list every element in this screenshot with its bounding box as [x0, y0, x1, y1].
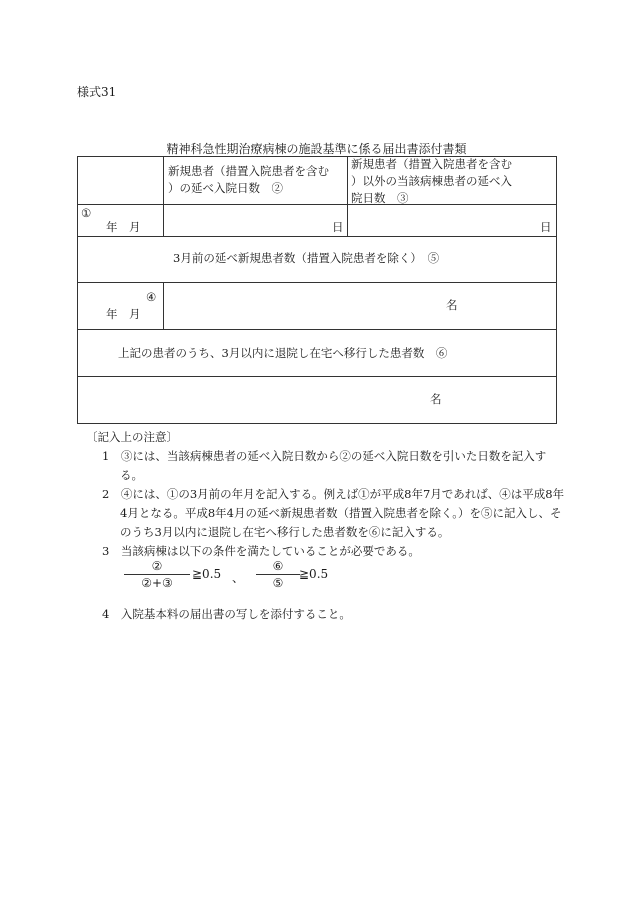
- note-item-4: 4 入院基本料の届出書の写しを添付すること。: [102, 607, 351, 621]
- note-item-2: 2 ④には、①の3月前の年月を記入する。例えば①が平成8年7月であれば、④は平成8年4月となる。平成8年4月の延べ新規患者数（措置入院患者を除く。）を⑤に記入し、そのうち3月以内に退院し在宅へ移行した患者数を⑥に記入する。: [102, 487, 565, 539]
- row-divider-4: [77, 329, 557, 330]
- row3-count-unit: 名: [446, 298, 458, 312]
- row4-label: 上記の患者のうち、3月以内に退院し在宅へ移行した患者数 ⑥: [118, 346, 448, 360]
- formula-1-fraction: [124, 559, 190, 590]
- row-divider-3: [77, 282, 557, 283]
- note-item-1: 1 ③には、当該病棟患者の延べ入院日数から②の延べ入院日数を引いた日数を記入する。: [102, 449, 547, 482]
- row-divider-5: [77, 376, 557, 377]
- row5-count-unit: 名: [430, 392, 442, 406]
- col-divider-3: [163, 282, 164, 330]
- row1-year-month: 年 月: [106, 220, 141, 234]
- row1-number: ①: [81, 206, 92, 220]
- header-col2: 新規患者（措置入院患者を含む ）の延べ入院日数 ②: [168, 164, 329, 195]
- formula-1-denominator: ②+③: [141, 576, 173, 590]
- row1-day-unit-a: 日: [332, 220, 344, 234]
- page-title: 精神科急性期治療病棟の施設基準に係る届出書添付書類: [166, 142, 467, 156]
- notes-section: [86, 428, 566, 624]
- row1-day-unit-b: 日: [540, 220, 552, 234]
- form-id: 様式31: [77, 85, 117, 99]
- formula-separator: 、: [232, 571, 245, 585]
- row3-year-month: 年 月: [106, 307, 141, 321]
- row-divider-2: [77, 236, 557, 237]
- formula-2-denominator: ⑤: [272, 576, 284, 590]
- col-divider-2: [347, 156, 348, 237]
- note-item-3: 3 当該病棟は以下の条件を満たしていることが必要である。: [102, 544, 420, 558]
- formula-1-numerator: ②: [124, 559, 190, 575]
- notes-heading: 〔記入上の注意〕: [86, 430, 178, 444]
- formula-2-numerator: ⑥: [256, 559, 300, 575]
- row3-number: ④: [146, 290, 157, 304]
- row2-label: 3月前の延べ新規患者数（措置入院患者を除く） ⑤: [173, 251, 440, 265]
- col-divider-1: [163, 156, 164, 237]
- formula-2-fraction: [256, 559, 300, 590]
- formula-1-condition: ≧0.5: [192, 567, 222, 581]
- header-col3: 新規患者（措置入院患者を含む ）以外の当該病棟患者の延べ入 院日数 ③: [351, 157, 512, 205]
- formula-2-condition: ≧0.5: [299, 567, 329, 581]
